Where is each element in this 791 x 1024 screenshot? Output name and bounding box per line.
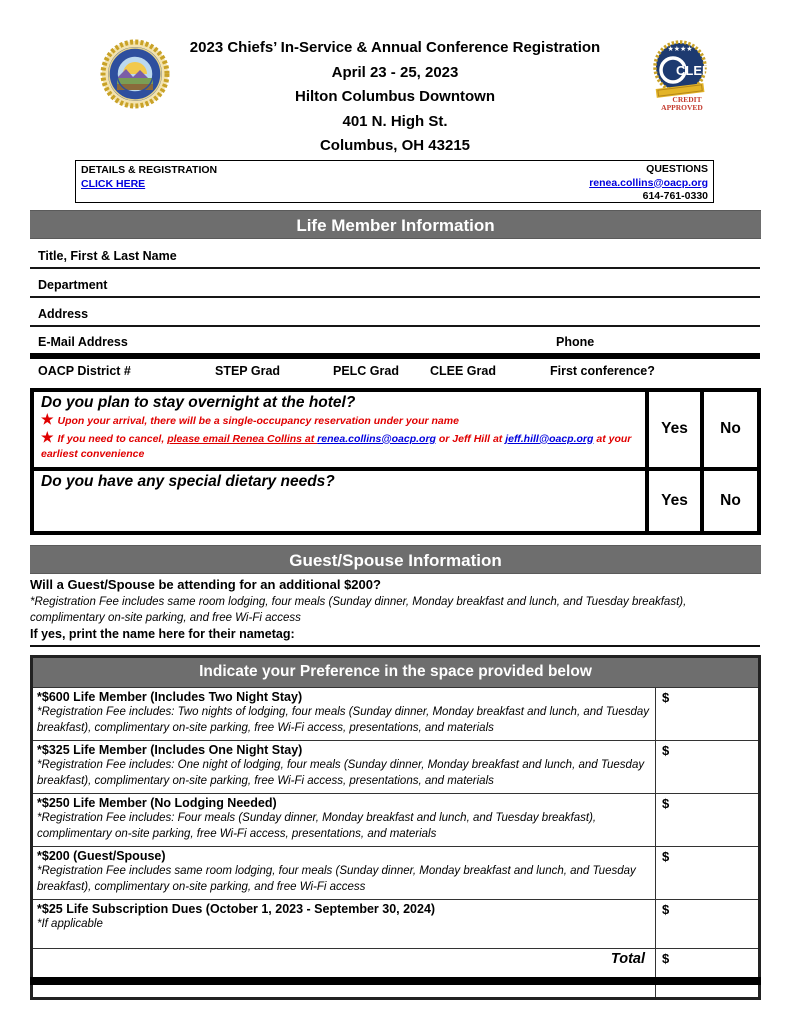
total-row [33,948,758,997]
hotel-question-cell [34,392,645,467]
hotel-note-1-text: Upon your arrival, there will be a single-occupancy reservation under your name [57,415,459,427]
cancel-text-3: or Jeff Hill at [435,432,506,445]
first-conference-field[interactable]: First conference? [550,364,655,378]
red-star-icon: ★ [41,428,55,445]
option-325-desc: *Registration Fee includes: One night of lodging, four meals (Sunday dinner, Monday breakfast and lunch, and Tuesday breakfast), complimentary on-site parking, free Wi-Fi access, presentations, and materials [37,759,645,787]
bottom-divider [30,977,761,985]
event-venue: Hilton Columbus Downtown [295,88,495,105]
cancel-text-4: at your earliest convenience [41,432,632,460]
dietary-question-title: Do you have any special dietary needs? [41,472,335,490]
questions-phone: 614-761-0330 [642,190,708,202]
name-field[interactable] [30,247,760,269]
dietary-question-cell [34,471,645,531]
table-row [33,846,758,899]
table-row [33,740,758,793]
hotel-question-row [34,392,757,467]
email-field-label: E-Mail Address [38,335,128,349]
details-questions-box [75,160,714,203]
details-label: DETAILS & REGISTRATION [81,164,218,176]
email-field[interactable] [30,333,760,359]
oacp-seal-icon [99,38,171,110]
option-25-title: *$25 Life Subscription Dues (October 1, 2023 - September 30, 2024) [37,902,436,916]
hotel-no-option[interactable]: No [700,392,757,467]
document-header [170,36,620,159]
svg-text:★★★★: ★★★★ [667,45,693,53]
dietary-question-row [34,467,757,531]
option-250-amount-field[interactable]: $ [655,794,758,846]
option-25-desc: *If applicable [37,918,103,930]
option-600-desc: *Registration Fee includes: Two nights of lodging, four meals (Sunday dinner, Monday breakfast and lunch, and Tuesday breakfast), complimentary on-site parking, free Wi-Fi access, presentations, and materials [37,706,649,734]
yes-no-question-table [30,388,761,535]
questions-label: QUESTIONS [646,163,708,175]
option-250-cell [33,794,655,846]
option-325-title: *$325 Life Member (Includes One Night Stay) [37,743,303,757]
table-row [33,899,758,948]
clee-label-text: CLEE [676,63,711,78]
nametag-field[interactable] [30,627,760,647]
nametag-prompt: If yes, print the name here for their nametag: [30,627,295,641]
option-250-title: *$250 Life Member (No Lodging Needed) [37,796,277,810]
guest-spouse-banner: Guest/Spouse Information [30,545,761,574]
clee-approved-text: APPROVED [661,103,703,112]
total-label: Total [610,951,645,967]
dietary-no-option[interactable]: No [700,471,757,531]
clee-logo [640,36,720,116]
questions-block [589,163,708,200]
jeff-email-link[interactable]: jeff.hill@oacp.org [505,432,594,445]
guest-fee-note: *Registration Fee includes same room lodging, four meals (Sunday dinner, Monday breakfast and lunch, and Tuesday breakfast), complimentary on-site parking, and free Wi-Fi access [30,596,687,624]
option-200-cell [33,847,655,899]
questions-email-link[interactable]: renea.collins@oacp.org [589,176,708,189]
option-25-amount-field[interactable]: $ [655,900,758,948]
hotel-note-1 [41,412,639,430]
table-row [33,793,758,846]
cancel-text-2: please email Renea Collins at [167,432,318,445]
option-600-title: *$600 Life Member (Includes Two Night Stay) [37,690,303,704]
renea-email-link[interactable]: renea.collins@oacp.org [317,432,436,445]
address-field-label: Address [38,307,89,321]
step-grad-field[interactable]: STEP Grad [215,364,281,378]
oacp-seal-logo [99,38,171,110]
event-dates: April 23 - 25, 2023 [331,63,459,81]
option-200-title: *$200 (Guest/Spouse) [37,849,166,863]
cancel-text-1: If you need to cancel, [57,432,168,445]
hotel-note-2 [41,430,639,463]
phone-field-label: Phone [556,335,595,349]
total-amount-field[interactable]: $ [655,949,758,997]
option-600-cell [33,688,655,740]
name-field-label: Title, First & Last Name [38,249,177,263]
preference-table [30,655,761,1000]
page-title: 2023 Chiefs’ In-Service & Annual Conference Registration [189,39,601,56]
department-field-label: Department [38,278,108,292]
option-600-amount-field[interactable]: $ [655,688,758,740]
red-star-icon: ★ [41,411,55,427]
oacp-district-field[interactable]: OACP District # [38,364,131,378]
details-click-here-link[interactable]: CLICK HERE [81,178,146,190]
option-250-desc: *Registration Fee includes: Four meals (Sunday dinner, Monday breakfast and lunch, and Tuesday breakfast), complimentary on-site parking, free Wi-Fi access, presentations, and materials [37,812,597,840]
clee-badge-icon [640,36,720,116]
option-200-desc: *Registration Fee includes same room lodging, four meals (Sunday dinner, Monday breakfast and lunch, and Tuesday breakfast), complimentary on-site parking, and free Wi-Fi access [37,865,636,893]
details-block [81,163,217,200]
guest-question: Will a Guest/Spouse be attending for an additional $200? [30,577,381,592]
dietary-yes-option[interactable]: Yes [645,471,700,531]
life-member-banner: Life Member Information [30,210,761,239]
hotel-question-title: Do you plan to stay overnight at the hotel? [41,394,356,411]
address-field[interactable] [30,305,760,327]
option-200-amount-field[interactable]: $ [655,847,758,899]
option-25-cell [33,900,655,948]
table-row [33,687,758,740]
credentials-row [30,364,761,386]
hotel-yes-option[interactable]: Yes [645,392,700,467]
department-field[interactable] [30,276,760,298]
clee-credit-text: CREDIT [672,95,702,104]
option-325-cell [33,741,655,793]
event-street: 401 N. High St. [342,112,448,130]
pelc-grad-field[interactable]: PELC Grad [333,364,399,378]
clee-grad-field[interactable]: CLEE Grad [430,364,496,378]
preference-table-header: Indicate your Preference in the space provided below [33,658,758,687]
event-city: Columbus, OH 43215 [319,137,471,154]
option-325-amount-field[interactable]: $ [655,741,758,793]
